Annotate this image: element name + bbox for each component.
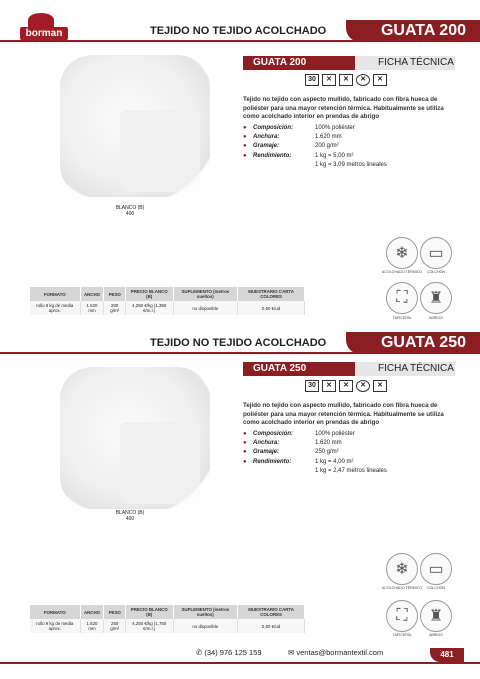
prop-key: Composición: [253, 431, 293, 437]
prop-value: 1.620 mm [315, 134, 342, 141]
table-cell: no disponible [173, 301, 238, 315]
email-address[interactable]: ventas@bormantextil.com [296, 648, 384, 657]
table-header: PRECIO BLANCO (B) [125, 287, 173, 301]
table-header: SUPLEMENTO (metros sueltos) [173, 605, 238, 619]
use-label: COLCHÓN [427, 270, 445, 274]
prop-row: ● Gramaje: 250 g/m² [243, 448, 457, 457]
use-label: ACOLCHADO TÉRMICO [381, 270, 423, 274]
product-tab: GUATA 200 [346, 20, 480, 42]
swatch-color-name: BLANCO (B) [115, 510, 145, 516]
table-header: FORMATO [30, 287, 80, 301]
product-tab: GUATA 250 [346, 332, 480, 354]
prop-value: 1 kg = 2,47 metros lineales [315, 467, 387, 474]
use-label: TAPICERÍA [392, 633, 412, 637]
mattress-icon: ▭ [420, 237, 452, 269]
pricing-table [30, 605, 305, 633]
table-cell: 250 g/m² [104, 619, 125, 633]
logo-text: borman [20, 27, 68, 40]
table-row [30, 301, 305, 315]
use-label: TAPICERÍA [392, 316, 412, 320]
email-icon: ✉ [288, 648, 295, 657]
prop-row: ● Rendimiento: 1 kg = 5,00 m² [243, 152, 457, 161]
no-dryclean-icon: ✕ [356, 380, 370, 392]
wash-30-icon: 30 [305, 380, 319, 392]
swatch-code: 400 [125, 211, 135, 217]
prop-row: ● Anchura: 1.620 mm [243, 133, 457, 142]
prop-key: Gramaje: [253, 449, 280, 456]
table-cell: 0,50 €/ud [238, 619, 305, 633]
table-header: PESO [104, 287, 125, 301]
table-header: ANCHO [80, 287, 104, 301]
table-header: PESO [104, 605, 125, 619]
table-cell: 1.620 mm [80, 301, 104, 315]
ficha-product-name: GUATA 250 [243, 362, 355, 376]
footer-email [288, 648, 383, 657]
prop-value: 1 kg = 3,09 metros lineales [315, 161, 387, 168]
use-label: COLCHÓN [427, 586, 445, 590]
product-properties [243, 124, 457, 170]
prop-value: 1 kg = 5,00 m² [315, 152, 354, 159]
table-header: MUESTRARIO CARTA COLORES [238, 605, 305, 619]
no-tumble-dry-icon: ✕ [373, 74, 387, 86]
no-iron-icon: ✕ [339, 74, 353, 86]
logo-emblem [28, 13, 54, 27]
prop-row [243, 467, 457, 476]
swatch-code: 400 [125, 516, 135, 522]
brand-logo [20, 13, 68, 41]
care-icons [305, 74, 387, 86]
prop-row [243, 161, 457, 170]
phone-number: (34) 976 125 159 [204, 648, 262, 657]
use-label: ABRIGO [429, 633, 443, 637]
table-header: MUESTRARIO CARTA COLORES [238, 287, 305, 301]
table-header: SUPLEMENTO (metros sueltos) [173, 287, 238, 301]
header-divider [0, 40, 480, 42]
no-iron-icon: ✕ [339, 380, 353, 392]
table-cell: 4,250 €/kg (1,390 €/m.l.) [125, 301, 173, 315]
table-header: PRECIO BLANCO (B) [125, 605, 173, 619]
prop-row: ● Composición: 100% poliéster [243, 430, 457, 439]
section-title: TEJIDO NO TEJIDO ACOLCHADO [150, 25, 327, 37]
table-cell: 0,50 €/ud [238, 301, 305, 315]
prop-value: 1.620 mm [315, 440, 342, 447]
swatch-color-name: BLANCO (B) [115, 205, 145, 211]
prop-value: 200 g/m² [315, 143, 339, 150]
prop-key: Gramaje: [253, 143, 280, 150]
table-row [30, 619, 305, 633]
prop-key: Rendimiento: [253, 458, 292, 465]
no-bleach-icon: ✕ [322, 380, 336, 392]
product-properties [243, 430, 457, 476]
prop-value: 1 kg = 4,00 m² [315, 458, 354, 465]
table-header: ANCHO [80, 605, 104, 619]
ficha-product-name: GUATA 200 [243, 56, 355, 70]
ficha-label: FICHA TÉCNICA [378, 363, 454, 374]
care-icons [305, 380, 387, 392]
table-header-row [30, 287, 305, 301]
prop-value: 250 g/m² [315, 449, 339, 456]
table-cell: rollo 9 kg de media aprox. [30, 619, 80, 633]
product-description: Tejido no tejido con aspecto mullido, fabricado con fibra hueca de poliéster para una mayor retención térmica. Habitualmente se utiliza como acolchado interior en prendas de abrigo [243, 402, 444, 427]
prop-row: ● Composición: 100% poliéster [243, 124, 457, 133]
phone-icon: ✆ [196, 648, 203, 657]
footer-divider [0, 662, 480, 664]
prop-row: ● Anchura: 1.620 mm [243, 439, 457, 448]
table-cell: 1.620 mm [80, 619, 104, 633]
fabric-fold [120, 422, 200, 504]
snowflake-icon: ❄ [386, 553, 418, 585]
prop-key: Rendimiento: [253, 152, 292, 159]
armchair-icon: ⛶ [386, 600, 418, 632]
ficha-label: FICHA TÉCNICA [378, 57, 454, 68]
prop-value: 100% poliéster [315, 125, 355, 131]
prop-value: 100% poliéster [315, 431, 355, 437]
header-divider [0, 352, 480, 354]
no-bleach-icon: ✕ [322, 74, 336, 86]
jacket-icon: ♜ [420, 600, 452, 632]
table-cell: no disponible [173, 619, 238, 633]
fabric-fold [120, 110, 200, 192]
mattress-icon: ▭ [420, 553, 452, 585]
no-tumble-dry-icon: ✕ [373, 380, 387, 392]
armchair-icon: ⛶ [386, 282, 418, 314]
prop-key: Anchura: [253, 134, 280, 141]
section-title: TEJIDO NO TEJIDO ACOLCHADO [150, 337, 327, 349]
page-number: 481 [430, 648, 464, 662]
jacket-icon: ♜ [420, 282, 452, 314]
use-label: ABRIGO [429, 316, 443, 320]
table-header-row [30, 605, 305, 619]
table-cell: rollo 9 kg de media aprox. [30, 301, 80, 315]
swatch-caption [100, 205, 160, 217]
product-description: Tejido no tejido con aspecto mullido, fabricado con fibra hueca de poliéster para una mayor retención térmica. Habitualmente se utiliza como acolchado interior en prendas de abrigo [243, 96, 444, 121]
prop-row: ● Gramaje: 200 g/m² [243, 142, 457, 151]
use-label: ACOLCHADO TÉRMICO [381, 586, 423, 590]
prop-key: Composición: [253, 125, 293, 131]
wash-30-icon: 30 [305, 74, 319, 86]
table-header: FORMATO [30, 605, 80, 619]
no-dryclean-icon: ✕ [356, 74, 370, 86]
prop-key: Anchura: [253, 440, 280, 447]
table-cell: 200 g/m² [104, 301, 125, 315]
prop-row: ● Rendimiento: 1 kg = 4,00 m² [243, 458, 457, 467]
pricing-table [30, 287, 305, 315]
footer-phone [196, 648, 262, 657]
table-cell: 4,250 €/kg (1,750 €/m.l.) [125, 619, 173, 633]
swatch-caption [100, 510, 160, 522]
snowflake-icon: ❄ [386, 237, 418, 269]
